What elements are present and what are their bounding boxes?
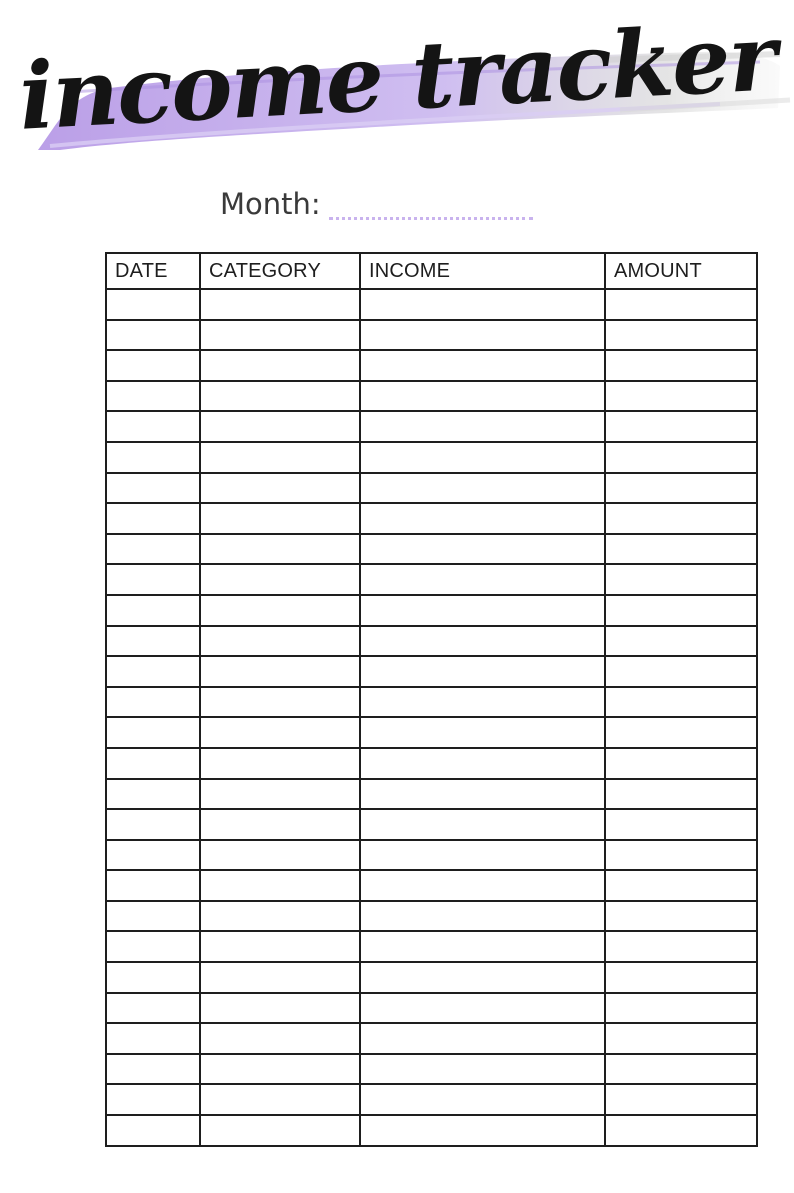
amount-cell[interactable] <box>605 748 757 779</box>
category-cell[interactable] <box>200 595 360 626</box>
date-cell[interactable] <box>106 1084 200 1115</box>
date-cell[interactable] <box>106 411 200 442</box>
income-cell[interactable] <box>360 931 605 962</box>
amount-cell[interactable] <box>605 901 757 932</box>
income-cell[interactable] <box>360 320 605 351</box>
table-row <box>106 901 757 932</box>
table-row <box>106 442 757 473</box>
income-cell[interactable] <box>360 503 605 534</box>
date-cell[interactable] <box>106 656 200 687</box>
income-cell[interactable] <box>360 1115 605 1146</box>
date-cell[interactable] <box>106 473 200 504</box>
income-cell[interactable] <box>360 411 605 442</box>
category-cell[interactable] <box>200 1115 360 1146</box>
amount-cell[interactable] <box>605 840 757 871</box>
category-cell[interactable] <box>200 1023 360 1054</box>
date-cell[interactable] <box>106 595 200 626</box>
table-row <box>106 748 757 779</box>
income-cell[interactable] <box>360 473 605 504</box>
amount-cell[interactable] <box>605 809 757 840</box>
date-cell[interactable] <box>106 809 200 840</box>
category-cell[interactable] <box>200 840 360 871</box>
table-row <box>106 626 757 657</box>
category-cell[interactable] <box>200 809 360 840</box>
category-cell[interactable] <box>200 1084 360 1115</box>
income-cell[interactable] <box>360 595 605 626</box>
table-row <box>106 503 757 534</box>
amount-cell[interactable] <box>605 473 757 504</box>
date-cell[interactable] <box>106 1054 200 1085</box>
category-cell[interactable] <box>200 717 360 748</box>
amount-cell[interactable] <box>605 1023 757 1054</box>
income-cell[interactable] <box>360 870 605 901</box>
table-row <box>106 473 757 504</box>
date-cell[interactable] <box>106 1023 200 1054</box>
income-cell[interactable] <box>360 748 605 779</box>
income-cell[interactable] <box>360 809 605 840</box>
amount-cell[interactable] <box>605 931 757 962</box>
table-row <box>106 350 757 381</box>
amount-cell[interactable] <box>605 656 757 687</box>
income-cell[interactable] <box>360 626 605 657</box>
table-row <box>106 962 757 993</box>
date-cell[interactable] <box>106 320 200 351</box>
category-cell[interactable] <box>200 320 360 351</box>
category-cell[interactable] <box>200 289 360 320</box>
date-cell[interactable] <box>106 901 200 932</box>
category-cell[interactable] <box>200 534 360 565</box>
amount-cell[interactable] <box>605 320 757 351</box>
category-cell[interactable] <box>200 411 360 442</box>
category-cell[interactable] <box>200 687 360 718</box>
amount-cell[interactable] <box>605 1084 757 1115</box>
income-cell[interactable] <box>360 1023 605 1054</box>
date-cell[interactable] <box>106 564 200 595</box>
amount-cell[interactable] <box>605 687 757 718</box>
category-cell[interactable] <box>200 870 360 901</box>
table-row <box>106 381 757 412</box>
category-cell[interactable] <box>200 626 360 657</box>
date-cell[interactable] <box>106 748 200 779</box>
table-row <box>106 931 757 962</box>
table-row <box>106 1023 757 1054</box>
month-label: Month: <box>220 187 321 221</box>
table-row <box>106 870 757 901</box>
table-row <box>106 687 757 718</box>
income-cell[interactable] <box>360 656 605 687</box>
date-cell[interactable] <box>106 534 200 565</box>
table-row <box>106 840 757 871</box>
table-row <box>106 993 757 1024</box>
header-income: INCOME <box>360 253 605 289</box>
income-cell[interactable] <box>360 779 605 810</box>
amount-cell[interactable] <box>605 1115 757 1146</box>
amount-cell[interactable] <box>605 442 757 473</box>
amount-cell[interactable] <box>605 717 757 748</box>
income-cell[interactable] <box>360 350 605 381</box>
category-cell[interactable] <box>200 993 360 1024</box>
amount-cell[interactable] <box>605 993 757 1024</box>
category-cell[interactable] <box>200 381 360 412</box>
income-cell[interactable] <box>360 993 605 1024</box>
date-cell[interactable] <box>106 717 200 748</box>
income-cell[interactable] <box>360 564 605 595</box>
amount-cell[interactable] <box>605 381 757 412</box>
title-banner <box>0 0 794 170</box>
date-cell[interactable] <box>106 503 200 534</box>
table-header-row <box>106 253 757 289</box>
table-row <box>106 809 757 840</box>
amount-cell[interactable] <box>605 564 757 595</box>
table-row <box>106 1084 757 1115</box>
date-cell[interactable] <box>106 931 200 962</box>
date-cell[interactable] <box>106 350 200 381</box>
table-row <box>106 1054 757 1085</box>
income-cell[interactable] <box>360 289 605 320</box>
date-cell[interactable] <box>106 626 200 657</box>
header-date: DATE <box>106 253 200 289</box>
category-cell[interactable] <box>200 350 360 381</box>
amount-cell[interactable] <box>605 289 757 320</box>
date-cell[interactable] <box>106 687 200 718</box>
amount-cell[interactable] <box>605 595 757 626</box>
table-row <box>106 411 757 442</box>
income-cell[interactable] <box>360 381 605 412</box>
income-cell[interactable] <box>360 687 605 718</box>
table-row <box>106 717 757 748</box>
date-cell[interactable] <box>106 442 200 473</box>
amount-cell[interactable] <box>605 411 757 442</box>
amount-cell[interactable] <box>605 350 757 381</box>
category-cell[interactable] <box>200 473 360 504</box>
page-title: income tracker <box>16 3 778 151</box>
category-cell[interactable] <box>200 656 360 687</box>
amount-cell[interactable] <box>605 626 757 657</box>
date-cell[interactable] <box>106 1115 200 1146</box>
category-cell[interactable] <box>200 503 360 534</box>
income-cell[interactable] <box>360 962 605 993</box>
category-cell[interactable] <box>200 748 360 779</box>
category-cell[interactable] <box>200 901 360 932</box>
date-cell[interactable] <box>106 870 200 901</box>
amount-cell[interactable] <box>605 870 757 901</box>
table-row <box>106 656 757 687</box>
table-row <box>106 320 757 351</box>
income-cell[interactable] <box>360 1084 605 1115</box>
category-cell[interactable] <box>200 779 360 810</box>
date-cell[interactable] <box>106 840 200 871</box>
date-cell[interactable] <box>106 962 200 993</box>
month-field <box>220 184 533 224</box>
amount-cell[interactable] <box>605 503 757 534</box>
category-cell[interactable] <box>200 931 360 962</box>
amount-cell[interactable] <box>605 534 757 565</box>
header-amount: AMOUNT <box>605 253 757 289</box>
income-cell[interactable] <box>360 534 605 565</box>
income-cell[interactable] <box>360 1054 605 1085</box>
table-row <box>106 564 757 595</box>
table-row <box>106 595 757 626</box>
category-cell[interactable] <box>200 962 360 993</box>
table-row <box>106 779 757 810</box>
table-row <box>106 289 757 320</box>
table-row <box>106 1115 757 1146</box>
category-cell[interactable] <box>200 442 360 473</box>
category-cell[interactable] <box>200 564 360 595</box>
date-cell[interactable] <box>106 381 200 412</box>
income-cell[interactable] <box>360 840 605 871</box>
header-category: CATEGORY <box>200 253 360 289</box>
date-cell[interactable] <box>106 779 200 810</box>
amount-cell[interactable] <box>605 1054 757 1085</box>
category-cell[interactable] <box>200 1054 360 1085</box>
income-cell[interactable] <box>360 901 605 932</box>
date-cell[interactable] <box>106 289 200 320</box>
income-cell[interactable] <box>360 442 605 473</box>
date-cell[interactable] <box>106 993 200 1024</box>
amount-cell[interactable] <box>605 779 757 810</box>
amount-cell[interactable] <box>605 962 757 993</box>
month-input-line[interactable] <box>329 217 533 220</box>
table-row <box>106 534 757 565</box>
income-table <box>105 252 758 1147</box>
income-cell[interactable] <box>360 717 605 748</box>
